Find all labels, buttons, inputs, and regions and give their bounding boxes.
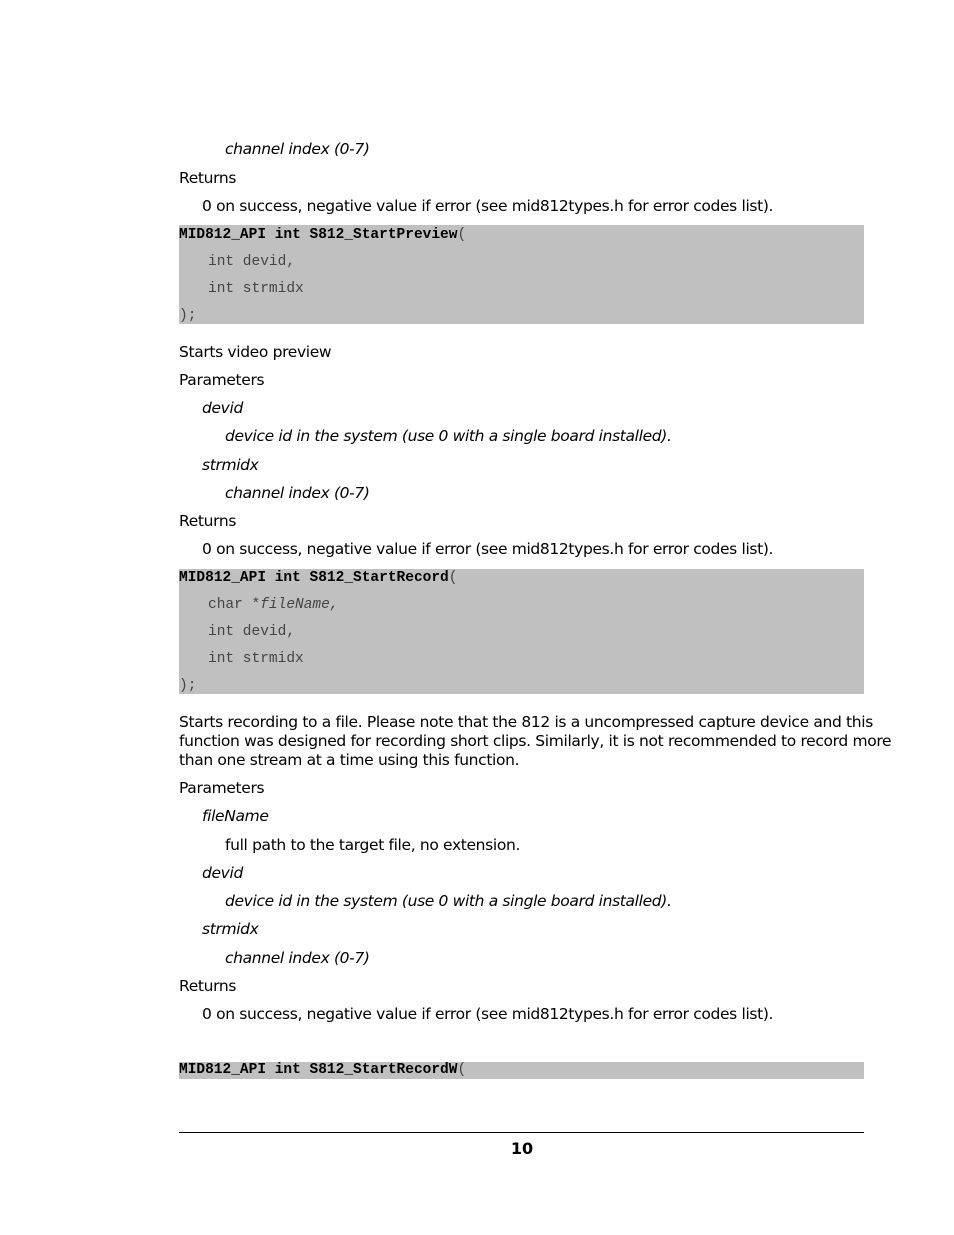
- function-description: Starts video preview: [179, 343, 332, 361]
- code-param-name: fileName,: [260, 597, 339, 613]
- open-paren: (: [457, 227, 467, 243]
- function-signature: [179, 1063, 466, 1078]
- function-name: MID812_API int S812_StartRecordW: [179, 1062, 458, 1078]
- param-name: strmidx: [202, 456, 259, 474]
- returns-description: 0 on success, negative value if error (see mid812types.h for error codes list).: [202, 540, 774, 558]
- param-description: full path to the target file, no extension.: [225, 836, 521, 854]
- function-description-line: function was designed for recording short clips. Similarly, it is not recommended to record more: [179, 732, 892, 750]
- code-param-type: char *: [208, 597, 261, 613]
- page-number: 10: [510, 1139, 534, 1158]
- param-description: channel index (0-7): [225, 140, 370, 158]
- footer-rule: [179, 1132, 864, 1133]
- code-close: );: [179, 308, 197, 324]
- returns-label: Returns: [179, 169, 237, 187]
- code-param: int devid,: [208, 624, 296, 640]
- param-description: device id in the system (use 0 with a single board installed).: [225, 892, 672, 910]
- param-description: channel index (0-7): [225, 949, 370, 967]
- returns-description: 0 on success, negative value if error (see mid812types.h for error codes list).: [202, 1005, 774, 1023]
- param-description: device id in the system (use 0 with a single board installed).: [225, 427, 672, 445]
- parameters-label: Parameters: [179, 779, 265, 797]
- param-name: devid: [202, 399, 243, 417]
- returns-description: 0 on success, negative value if error (see mid812types.h for error codes list).: [202, 197, 774, 215]
- param-name: devid: [202, 864, 243, 882]
- function-description-line: Starts recording to a file. Please note that the 812 is a uncompressed capture device and this: [179, 713, 873, 731]
- open-paren: (: [457, 1062, 467, 1078]
- function-signature: [179, 571, 457, 586]
- code-close: );: [179, 678, 197, 694]
- param-description: channel index (0-7): [225, 484, 370, 502]
- function-name: MID812_API int S812_StartRecord: [179, 570, 449, 586]
- code-block-start-record-w: [179, 1062, 864, 1079]
- param-name: fileName: [202, 807, 269, 825]
- code-param: int devid,: [208, 254, 296, 270]
- returns-label: Returns: [179, 512, 237, 530]
- code-param: [208, 598, 339, 613]
- function-signature: [179, 228, 466, 243]
- parameters-label: Parameters: [179, 371, 265, 389]
- function-name: MID812_API int S812_StartPreview: [179, 227, 458, 243]
- open-paren: (: [448, 570, 458, 586]
- code-param: int strmidx: [208, 281, 304, 297]
- code-param: int strmidx: [208, 651, 304, 667]
- returns-label: Returns: [179, 977, 237, 995]
- param-name: strmidx: [202, 920, 259, 938]
- code-block-start-record: [179, 569, 864, 694]
- code-block-start-preview: [179, 225, 864, 324]
- function-description-line: than one stream at a time using this function.: [179, 751, 520, 769]
